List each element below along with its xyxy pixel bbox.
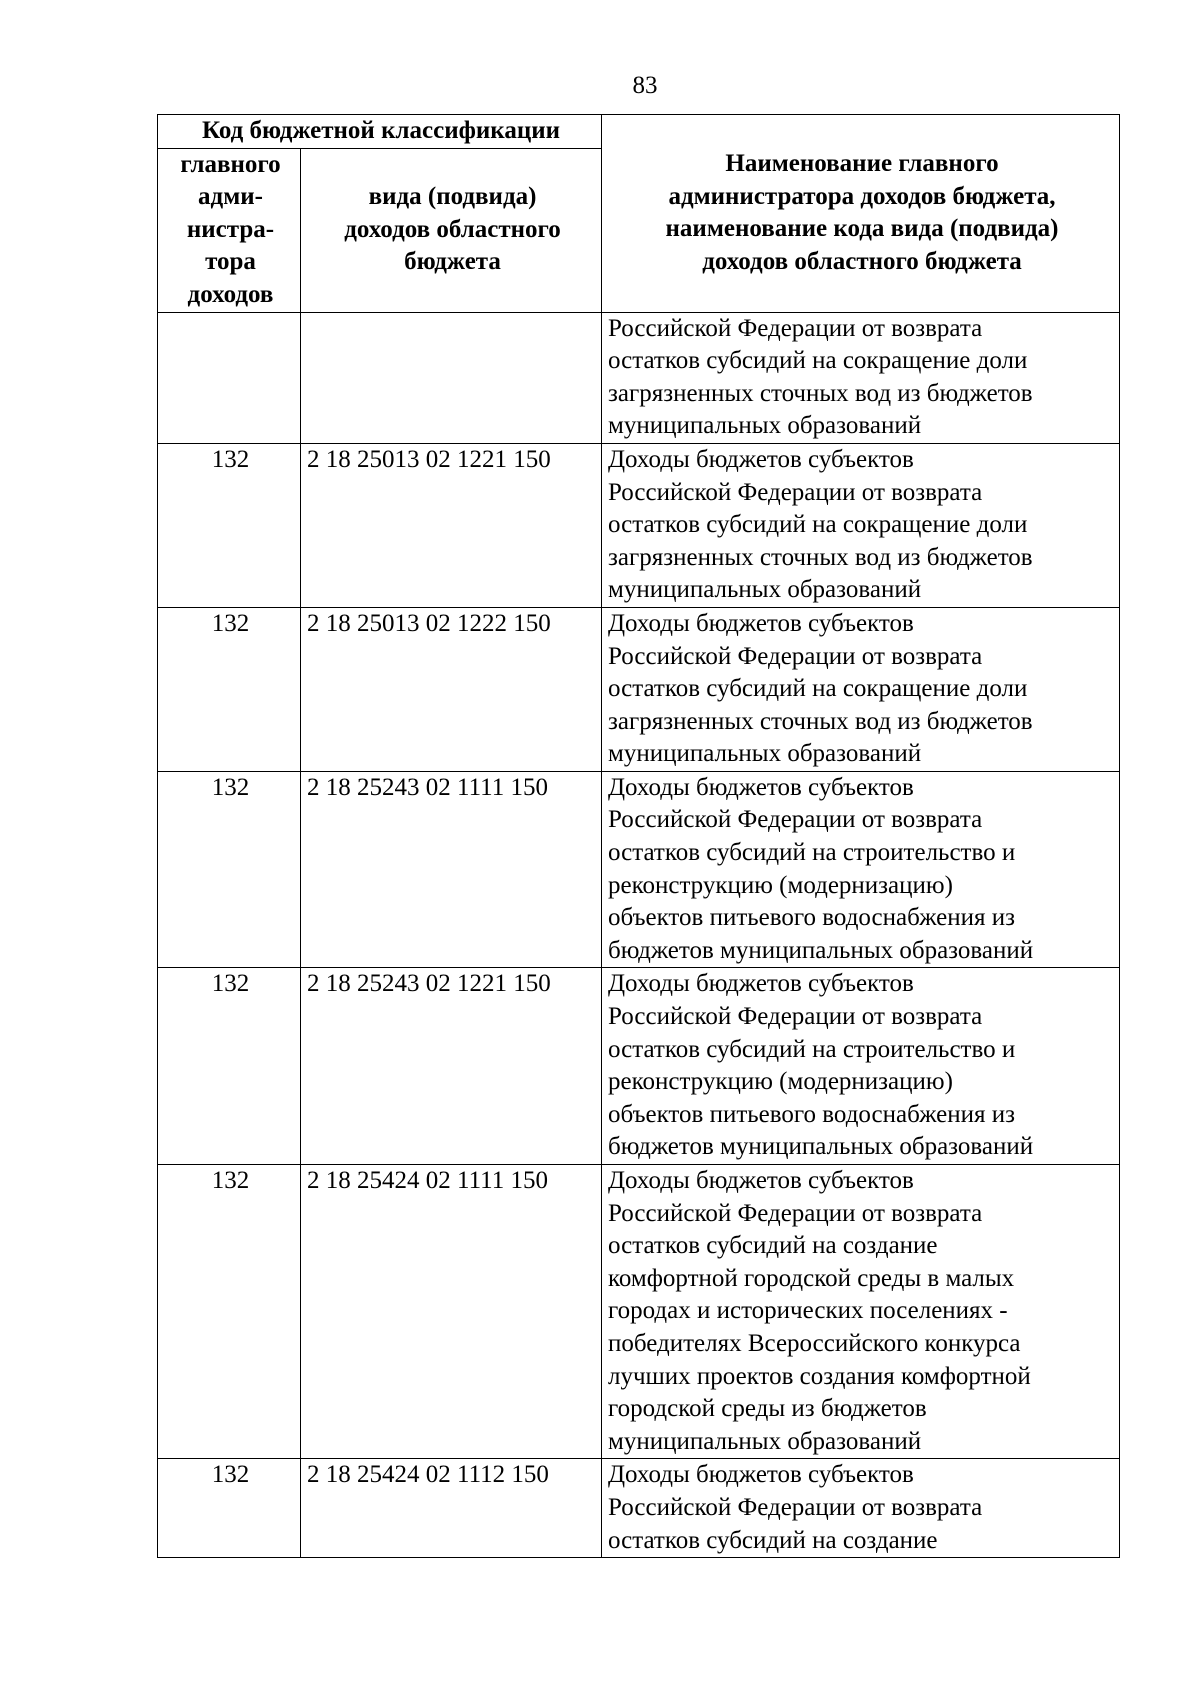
revenue-code-cell: 2 18 25243 02 1221 150	[301, 968, 602, 1165]
table-body	[158, 312, 1120, 1558]
revenue-name-cell	[602, 771, 1120, 968]
revenue-name-line: загрязненных сточных вод из бюджетов	[608, 707, 1033, 735]
table-row	[158, 1459, 1120, 1558]
revenue-name-line: Доходы бюджетов субъектов	[608, 773, 914, 801]
revenue-name-line: остатков субсидий на строительство и	[608, 1035, 1016, 1063]
revenue-code-cell: 2 18 25013 02 1222 150	[301, 607, 602, 771]
revenue-name-line: Российской Федерации от возврата	[608, 314, 983, 342]
revenue-name-line: объектов питьевого водоснабжения из	[608, 1100, 1016, 1128]
revenue-name-line: Российской Федерации от возврата	[608, 642, 983, 670]
header-line: адми-	[198, 183, 263, 211]
header-line: главного	[180, 150, 281, 178]
revenue-name-line: муниципальных образований	[608, 576, 922, 604]
page-number: 83	[632, 72, 658, 99]
header-line: доходов	[187, 280, 274, 308]
revenue-name-line: загрязненных сточных вод из бюджетов	[608, 379, 1033, 407]
revenue-name-line: Доходы бюджетов субъектов	[608, 1167, 914, 1194]
header-code-lines	[307, 181, 598, 279]
revenue-name-cell	[602, 312, 1120, 443]
revenue-name-line: лучших проектов создания комфортной	[608, 1362, 1031, 1390]
header-admin-lines	[164, 149, 297, 312]
header-admin-column	[158, 148, 301, 312]
table-row	[158, 968, 1120, 1165]
revenue-name-line: остатков субсидий на сокращение доли	[608, 347, 1028, 375]
revenue-code-cell: 2 18 25424 02 1112 150	[301, 1459, 602, 1558]
revenue-name-line: городах и исторических поселениях -	[608, 1297, 1008, 1325]
table-row	[158, 443, 1120, 607]
revenue-name-line: остатков субсидий на строительство и	[608, 839, 1016, 867]
revenue-name-line: муниципальных образований	[608, 740, 922, 768]
admin-code-cell: 132	[158, 443, 301, 607]
revenue-code-cell: 2 18 25013 02 1221 150	[301, 443, 602, 607]
header-line: доходов областного	[344, 215, 561, 243]
revenue-name-cell	[602, 968, 1120, 1165]
header-group-title: Код бюджетной классификации	[158, 115, 602, 149]
revenue-name-line: реконструкцию (модернизацию)	[608, 1068, 953, 1096]
table-header	[158, 115, 1120, 313]
revenue-name-line: Российской Федерации от возврата	[608, 478, 983, 506]
revenue-name-line: муниципальных образований	[608, 412, 922, 440]
header-line: тора	[205, 248, 256, 276]
table-row	[158, 312, 1120, 443]
revenue-name-line: Российской Федерации от возврата	[608, 1003, 983, 1031]
header-name-column	[602, 115, 1120, 313]
table-row	[158, 771, 1120, 968]
header-line: бюджета	[404, 248, 501, 276]
revenue-name-line: Российской Федерации от возврата	[608, 1199, 983, 1227]
revenue-name-line: муниципальных образований	[608, 1427, 922, 1455]
revenue-name-line: остатков субсидий на сокращение доли	[608, 511, 1028, 539]
budget-classification-table	[157, 114, 1120, 1558]
revenue-name-line: загрязненных сточных вод из бюджетов	[608, 543, 1033, 571]
revenue-name-line: Доходы бюджетов субъектов	[608, 609, 914, 637]
revenue-name-line: Российской Федерации от возврата	[608, 806, 983, 834]
header-line: нистра-	[186, 215, 275, 243]
revenue-name-line: объектов питьевого водоснабжения из	[608, 904, 1016, 932]
revenue-code-cell	[301, 312, 602, 443]
revenue-name-cell	[602, 607, 1120, 771]
header-line: доходов областного бюджета	[702, 247, 1022, 275]
revenue-name-line: реконструкцию (модернизацию)	[608, 871, 953, 899]
header-line: администратора доходов бюджета,	[668, 182, 1056, 210]
table-row	[158, 607, 1120, 771]
admin-code-cell: 132	[158, 1459, 301, 1558]
admin-code-cell	[158, 312, 301, 443]
header-code-column	[301, 148, 602, 312]
revenue-name-line: остатков субсидий на создание	[608, 1526, 938, 1554]
revenue-code-cell: 2 18 25424 02 1111 150	[301, 1165, 602, 1459]
revenue-name-line: Доходы бюджетов субъектов	[608, 1461, 914, 1489]
revenue-name-line: остатков субсидий на сокращение доли	[608, 675, 1028, 703]
revenue-name-cell	[602, 443, 1120, 607]
revenue-name-line: Российской Федерации от возврата	[608, 1493, 983, 1521]
revenue-name-line: городской среды из бюджетов	[608, 1395, 927, 1423]
revenue-name-line: Доходы бюджетов субъектов	[608, 445, 914, 473]
revenue-name-line: бюджетов муниципальных образований	[608, 1133, 1034, 1161]
revenue-name-cell	[602, 1165, 1120, 1459]
admin-code-cell: 132	[158, 1165, 301, 1459]
revenue-name-cell	[602, 1459, 1120, 1558]
revenue-name-line: Доходы бюджетов субъектов	[608, 970, 914, 998]
header-line: наименование кода вида (подвида)	[665, 215, 1059, 243]
admin-code-cell: 132	[158, 607, 301, 771]
header-line: вида (подвида)	[368, 183, 537, 211]
admin-code-cell: 132	[158, 968, 301, 1165]
header-name-lines	[608, 148, 1116, 278]
revenue-name-line: остатков субсидий на создание	[608, 1232, 938, 1260]
revenue-code-cell: 2 18 25243 02 1111 150	[301, 771, 602, 968]
revenue-name-line: бюджетов муниципальных образований	[608, 936, 1034, 964]
table-row	[158, 1165, 1120, 1459]
revenue-name-line: комфортной городской среды в малых	[608, 1264, 1015, 1292]
header-line: Наименование главного	[725, 150, 999, 178]
revenue-name-line: победителях Всероссийского конкурса	[608, 1329, 1021, 1357]
admin-code-cell: 132	[158, 771, 301, 968]
